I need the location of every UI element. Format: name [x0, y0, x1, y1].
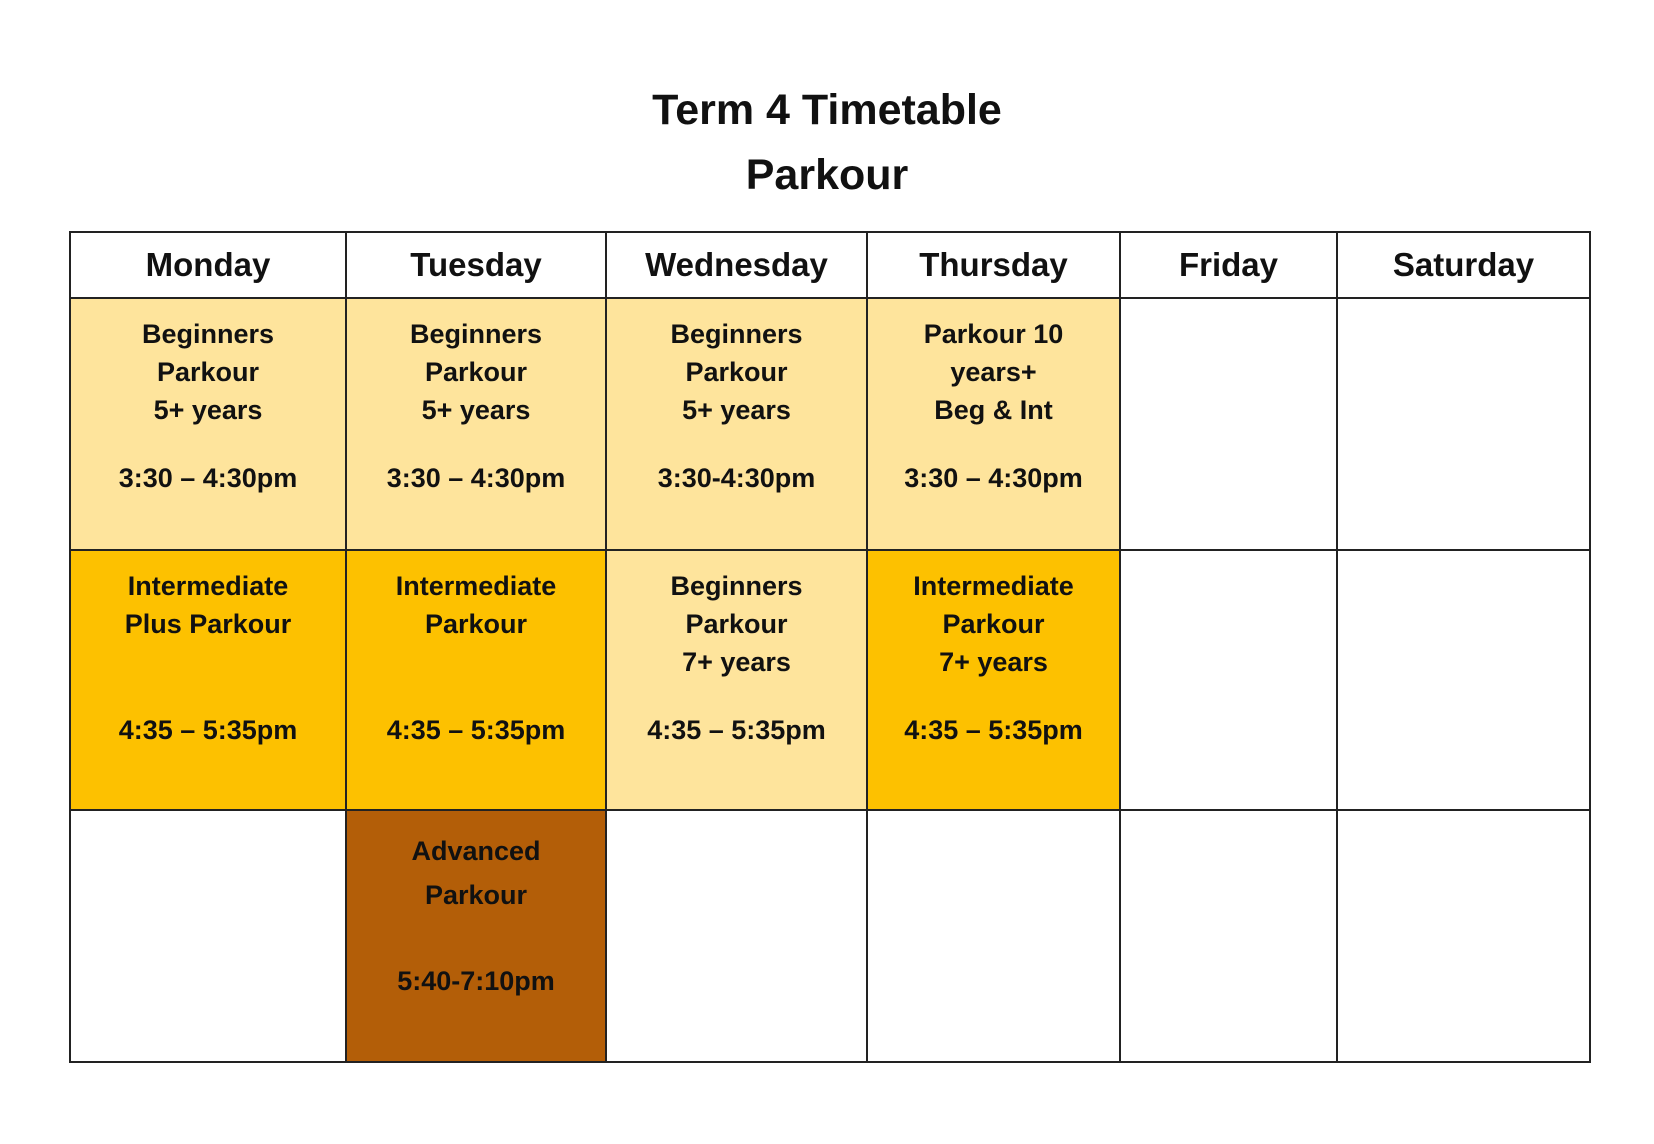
- class-age-line: 5+ years: [421, 395, 531, 425]
- class-time: 4:35 – 5:35pm: [386, 715, 566, 745]
- empty-cell-saturday-2: [1337, 550, 1590, 810]
- empty-cell-saturday-1: [1337, 298, 1590, 550]
- class-age-line: 7+ years: [682, 647, 791, 677]
- class-name-line: Parkour: [685, 609, 788, 639]
- empty-cell-friday-1: [1120, 298, 1337, 550]
- class-age-line: 7+ years: [939, 647, 1048, 677]
- class-name-line: Advanced: [411, 836, 541, 866]
- class-time: 3:30 – 4:30pm: [904, 463, 1083, 493]
- day-header-friday: Friday: [1120, 232, 1337, 298]
- class-name-line: Intermediate: [127, 571, 289, 601]
- class-name-line: Beginners: [670, 319, 803, 349]
- empty-cell-friday-3: [1120, 810, 1337, 1062]
- class-name-line: Intermediate: [913, 571, 1074, 601]
- day-header-thursday: Thursday: [867, 232, 1120, 298]
- class-name-line: Parkour: [424, 609, 528, 639]
- class-time: 4:35 – 5:35pm: [647, 715, 826, 745]
- page-subtitle: Parkour: [745, 151, 909, 199]
- header-row: [70, 232, 1590, 298]
- class-cell-thursday-2: [867, 550, 1120, 810]
- empty-cell-friday-2: [1120, 550, 1337, 810]
- class-cell-thursday-1: [867, 298, 1120, 550]
- class-cell-tuesday-1: [346, 298, 606, 550]
- day-header-tuesday: Tuesday: [346, 232, 606, 298]
- class-time: 5:40-7:10pm: [397, 966, 555, 996]
- class-time: 4:35 – 5:35pm: [118, 715, 298, 745]
- class-level-line: Beg & Int: [934, 395, 1053, 425]
- class-name-line: Parkour: [424, 357, 528, 387]
- class-cell-tuesday-2: [346, 550, 606, 810]
- class-name-line: Parkour: [424, 880, 528, 910]
- class-name-line: Plus Parkour: [124, 609, 292, 639]
- slot-row-1: [70, 298, 1590, 550]
- class-name-line: Parkour 10: [923, 319, 1064, 349]
- class-age-line: 5+ years: [682, 395, 791, 425]
- class-name-line: Intermediate: [395, 571, 557, 601]
- day-header-monday: Monday: [70, 232, 346, 298]
- class-age-line: 5+ years: [153, 395, 263, 425]
- slot-row-2: [70, 550, 1590, 810]
- class-name-line: Beginners: [409, 319, 543, 349]
- empty-cell-saturday-3: [1337, 810, 1590, 1062]
- slot-row-3: [70, 810, 1590, 1062]
- class-name-line: Parkour: [685, 357, 788, 387]
- class-cell-monday-2: [70, 550, 346, 810]
- class-name-line: Beginners: [670, 571, 803, 601]
- empty-cell-monday-3: [70, 810, 346, 1062]
- class-time: 3:30-4:30pm: [657, 463, 816, 493]
- class-time: 3:30 – 4:30pm: [386, 463, 566, 493]
- empty-cell-thursday-3: [867, 810, 1120, 1062]
- day-header-saturday: Saturday: [1337, 232, 1590, 298]
- title-block: [0, 78, 1654, 208]
- class-cell-wednesday-2: [606, 550, 867, 810]
- class-name-line: Parkour: [156, 357, 260, 387]
- timetable: [69, 231, 1591, 1063]
- class-cell-wednesday-1: [606, 298, 867, 550]
- class-cell-monday-1: [70, 298, 346, 550]
- page-title: Term 4 Timetable: [652, 86, 1002, 134]
- class-name-line: Parkour: [942, 609, 1045, 639]
- day-header-wednesday: Wednesday: [606, 232, 867, 298]
- class-time: 4:35 – 5:35pm: [904, 715, 1083, 745]
- class-cell-tuesday-3: [346, 810, 606, 1062]
- class-time: 3:30 – 4:30pm: [118, 463, 298, 493]
- empty-cell-wednesday-3: [606, 810, 867, 1062]
- class-name-line: Beginners: [141, 319, 275, 349]
- class-name-line: years+: [950, 357, 1037, 387]
